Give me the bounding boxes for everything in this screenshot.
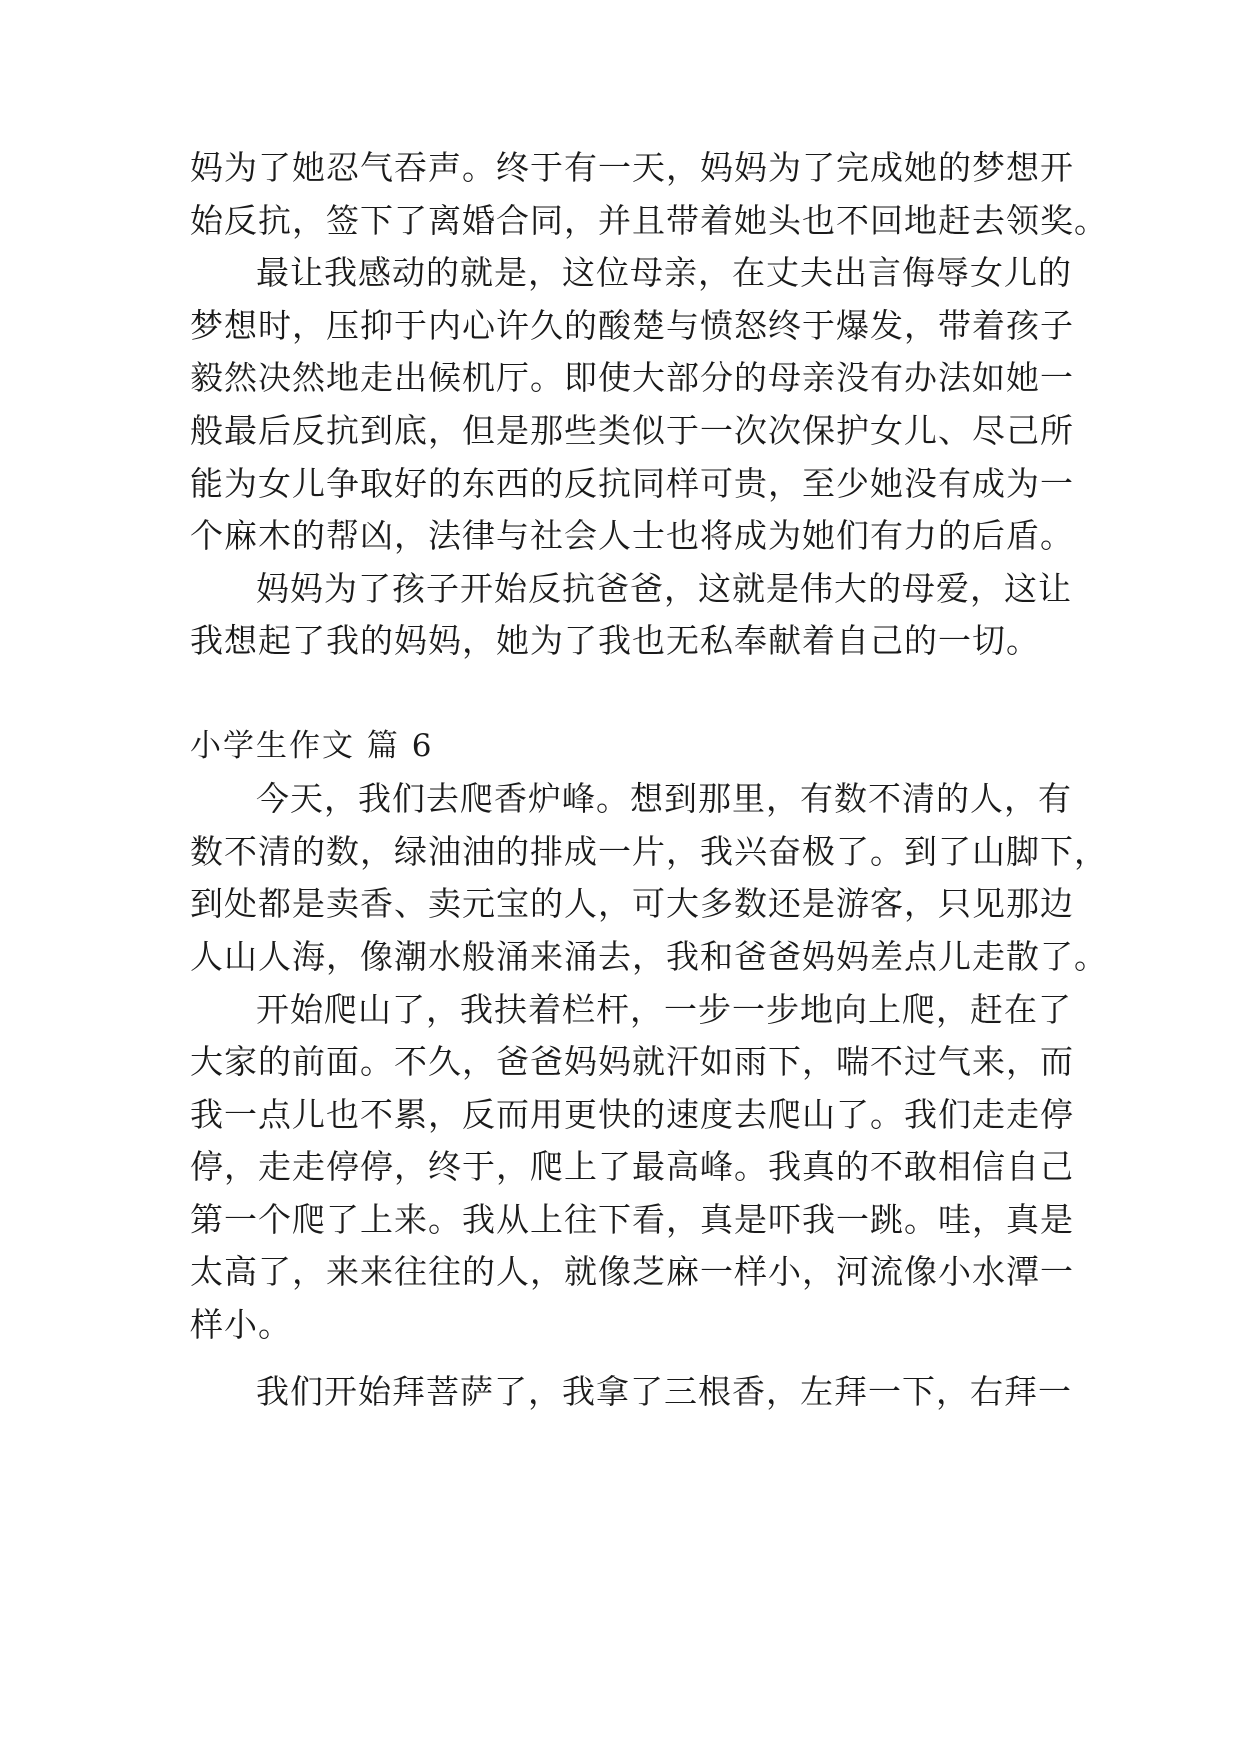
paragraph-line: 般最后反抗到底，但是那些类似于一次次保护女儿、尽己所 <box>190 411 1074 450</box>
paragraph-line: 我一点儿也不累，反而用更快的速度去爬山了。我们走走停 <box>190 1095 1074 1134</box>
paragraph-line: 太高了，来来往往的人，就像芝麻一样小，河流像小水潭一 <box>190 1252 1074 1291</box>
paragraph-line: 我想起了我的妈妈，她为了我也无私奉献着自己的一切。 <box>190 621 1040 660</box>
paragraph-line: 个麻木的帮凶，法律与社会人士也将成为她们有力的后盾。 <box>190 516 1074 555</box>
paragraph-line: 毅然决然地走出候机厅。即使大部分的母亲没有办法如她一 <box>190 358 1074 397</box>
paragraph-line: 大家的前面。不久，爸爸妈妈就汗如雨下，喘不过气来，而 <box>190 1042 1074 1081</box>
paragraph-line: 始反抗，签下了离婚合同，并且带着她头也不回地赶去领奖。 <box>190 201 1108 240</box>
paragraph-line: 数不清的数，绿油油的排成一片，我兴奋极了。到了山脚下， <box>190 832 1108 871</box>
paragraph-line: 妈为了她忍气吞声。终于有一天，妈妈为了完成她的梦想开 <box>190 148 1074 187</box>
paragraph-line: 最让我感动的就是，这位母亲，在丈夫出言侮辱女儿的 <box>256 253 1072 292</box>
section-heading: 小学生作文 篇 6 <box>190 728 434 764</box>
paragraph-line: 妈妈为了孩子开始反抗爸爸，这就是伟大的母爱，这让 <box>256 569 1072 608</box>
paragraph-line: 今天，我们去爬香炉峰。想到那里，有数不清的人，有 <box>256 779 1072 818</box>
paragraph-line: 样小。 <box>190 1305 292 1344</box>
paragraph-line: 停，走走停停，终于，爬上了最高峰。我真的不敢相信自己 <box>190 1147 1074 1186</box>
paragraph-line: 能为女儿争取好的东西的反抗同样可贵，至少她没有成为一 <box>190 464 1074 503</box>
paragraph-line: 人山人海，像潮水般涌来涌去，我和爸爸妈妈差点儿走散了。 <box>190 937 1108 976</box>
paragraph-line: 第一个爬了上来。我从上往下看，真是吓我一跳。哇，真是 <box>190 1200 1074 1239</box>
paragraph-line: 梦想时，压抑于内心许久的酸楚与愤怒终于爆发，带着孩子 <box>190 306 1074 345</box>
paragraph-line: 开始爬山了，我扶着栏杆，一步一步地向上爬，赶在了 <box>256 990 1072 1029</box>
paragraph-line: 到处都是卖香、卖元宝的人，可大多数还是游客，只见那边 <box>190 884 1074 923</box>
paragraph-line: 我们开始拜菩萨了，我拿了三根香，左拜一下，右拜一 <box>256 1372 1072 1411</box>
